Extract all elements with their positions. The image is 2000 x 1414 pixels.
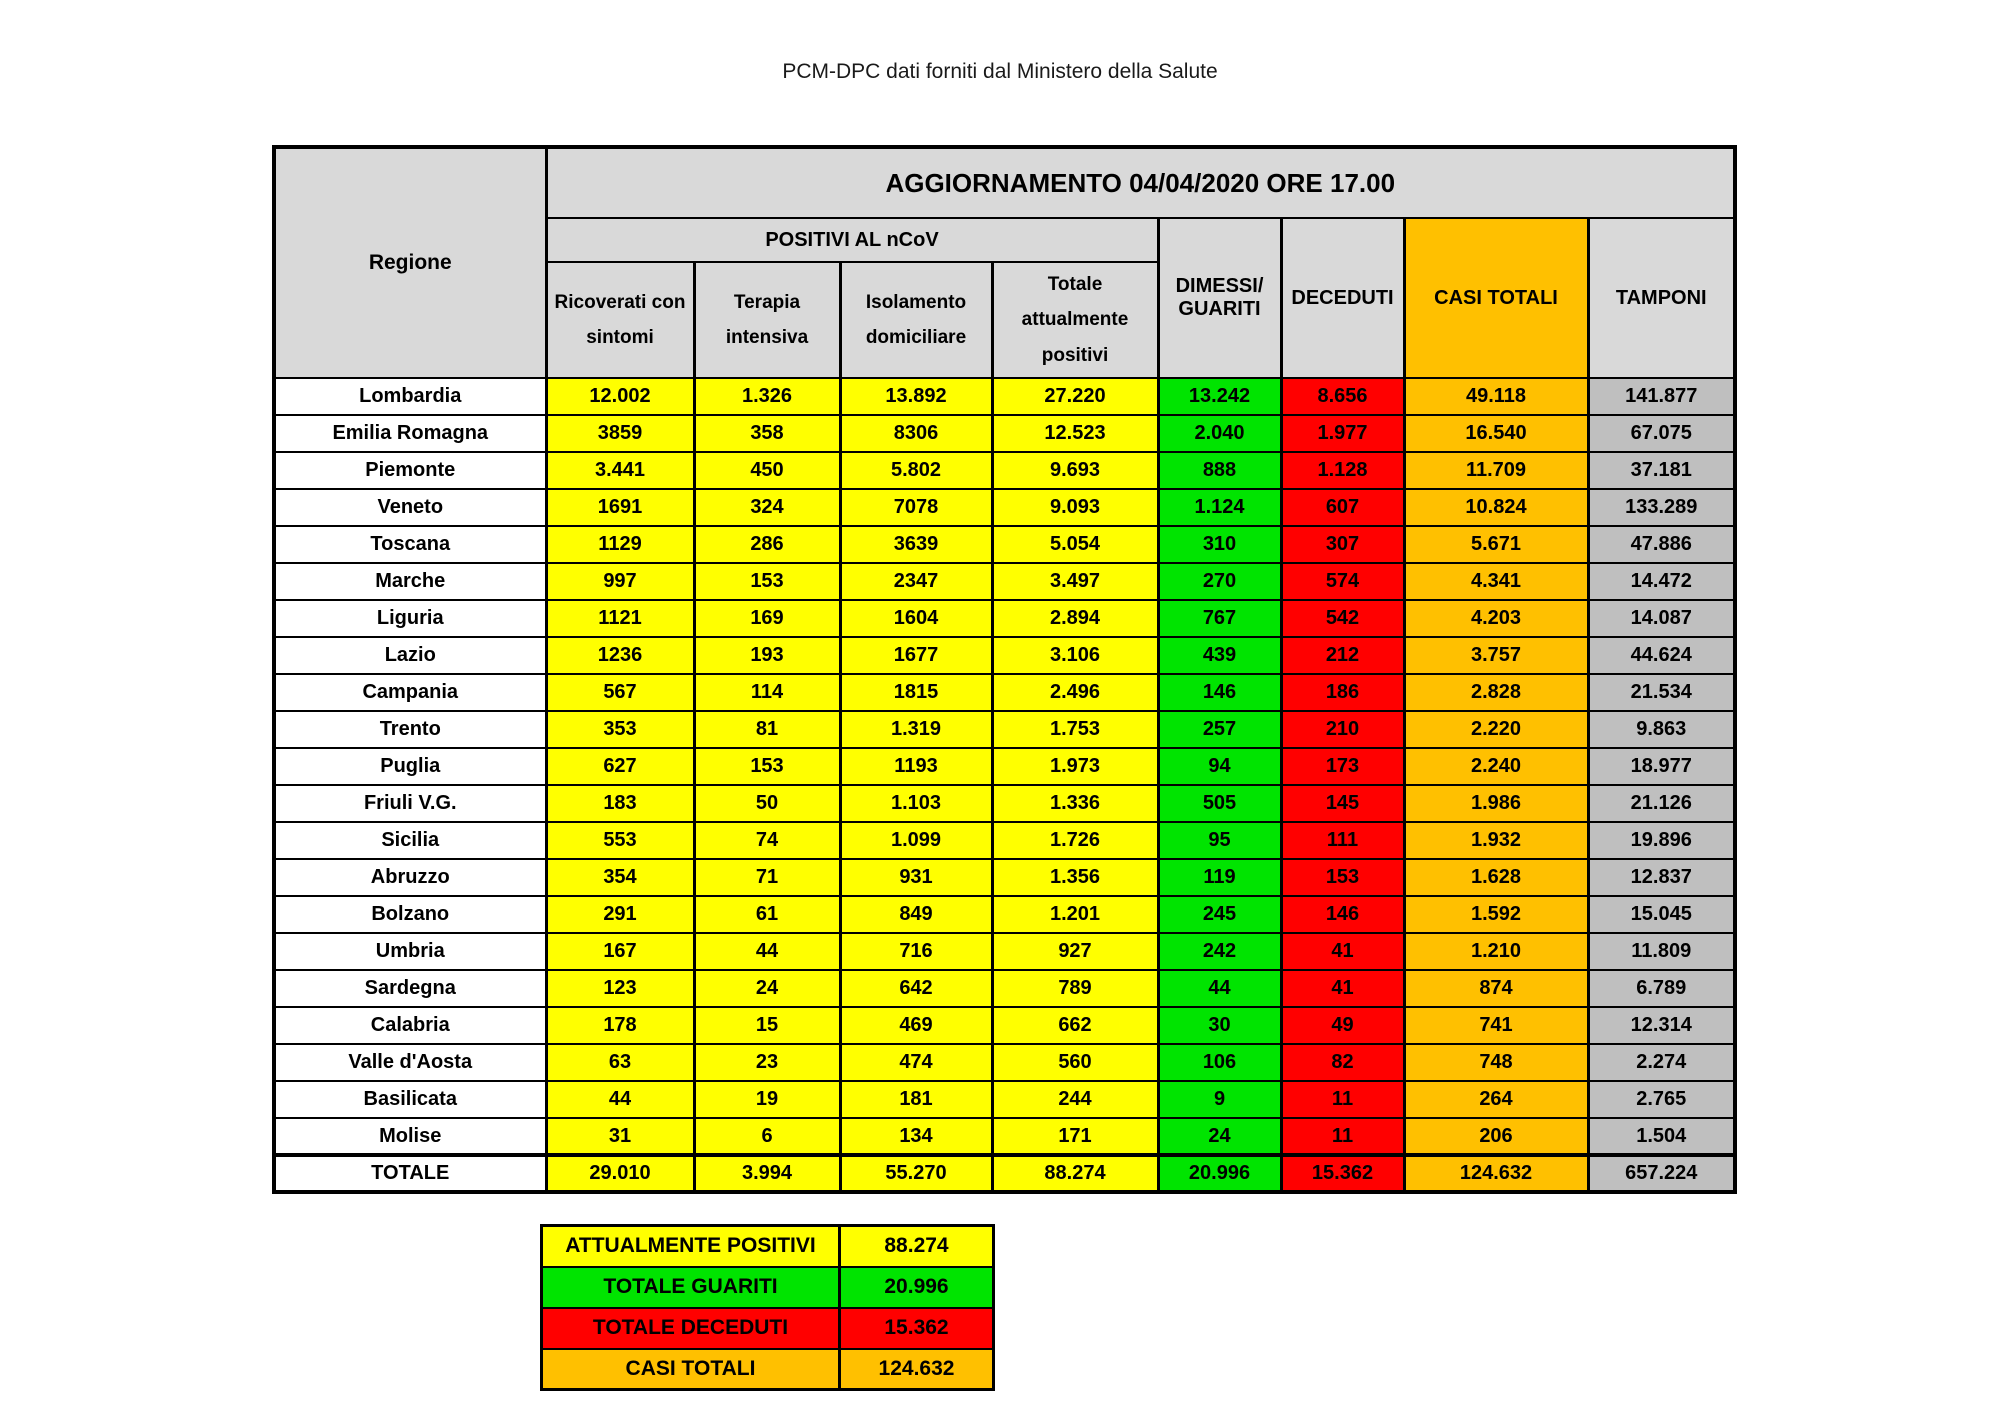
- data-cell: 662: [992, 1007, 1158, 1044]
- data-cell: 5.054: [992, 526, 1158, 563]
- data-cell: 1.099: [840, 822, 992, 859]
- data-cell: 1.201: [992, 896, 1158, 933]
- data-cell: 245: [1158, 896, 1281, 933]
- data-cell: 1.124: [1158, 489, 1281, 526]
- table-row: [274, 822, 1735, 859]
- data-cell: 450: [694, 452, 840, 489]
- data-cell: 642: [840, 970, 992, 1007]
- data-cell: 4.341: [1404, 563, 1588, 600]
- data-cell: 354: [546, 859, 694, 896]
- data-cell: 63: [546, 1044, 694, 1081]
- data-cell: 171: [992, 1118, 1158, 1155]
- data-cell: 44: [546, 1081, 694, 1118]
- summary-label: ATTUALMENTE POSITIVI: [542, 1226, 840, 1267]
- data-cell: 1.977: [1281, 415, 1404, 452]
- data-cell: 44: [694, 933, 840, 970]
- data-cell: 186: [1281, 674, 1404, 711]
- data-cell: 9.093: [992, 489, 1158, 526]
- data-cell: 11.709: [1404, 452, 1588, 489]
- data-cell: 10.824: [1404, 489, 1588, 526]
- data-cell: 153: [694, 748, 840, 785]
- data-cell: 23: [694, 1044, 840, 1081]
- data-cell: 15.045: [1588, 896, 1735, 933]
- data-cell: 173: [1281, 748, 1404, 785]
- data-cell: 193: [694, 637, 840, 674]
- data-cell: 358: [694, 415, 840, 452]
- data-cell: 119: [1158, 859, 1281, 896]
- data-cell: 24: [1158, 1118, 1281, 1155]
- main-table: [272, 145, 1737, 1194]
- region-name: Lombardia: [274, 378, 546, 415]
- data-cell: 1.753: [992, 711, 1158, 748]
- data-cell: 141.877: [1588, 378, 1735, 415]
- data-cell: 27.220: [992, 378, 1158, 415]
- data-cell: 81: [694, 711, 840, 748]
- table-row: [274, 970, 1735, 1007]
- data-cell: 4.203: [1404, 600, 1588, 637]
- table-row: [274, 378, 1735, 415]
- data-cell: 1236: [546, 637, 694, 674]
- data-cell: 567: [546, 674, 694, 711]
- col-header-ricoverati: Ricoverati con sintomi: [546, 262, 694, 378]
- data-cell: 14.087: [1588, 600, 1735, 637]
- data-cell: 183: [546, 785, 694, 822]
- data-cell: 3.994: [694, 1155, 840, 1192]
- data-cell: 30: [1158, 1007, 1281, 1044]
- data-cell: 19: [694, 1081, 840, 1118]
- data-cell: 11: [1281, 1081, 1404, 1118]
- data-cell: 15.362: [1281, 1155, 1404, 1192]
- data-cell: 169: [694, 600, 840, 637]
- data-cell: 13.242: [1158, 378, 1281, 415]
- data-cell: 15: [694, 1007, 840, 1044]
- table-row: [274, 859, 1735, 896]
- data-cell: 145: [1281, 785, 1404, 822]
- data-cell: 560: [992, 1044, 1158, 1081]
- data-cell: 927: [992, 933, 1158, 970]
- data-cell: 7078: [840, 489, 992, 526]
- col-header-isolamento: Isolamento domiciliare: [840, 262, 992, 378]
- data-cell: 1129: [546, 526, 694, 563]
- data-cell: 2.496: [992, 674, 1158, 711]
- data-cell: 212: [1281, 637, 1404, 674]
- data-cell: 1815: [840, 674, 992, 711]
- data-cell: 29.010: [546, 1155, 694, 1192]
- table-body: [274, 378, 1735, 1192]
- data-cell: 257: [1158, 711, 1281, 748]
- data-cell: 44.624: [1588, 637, 1735, 674]
- data-cell: 21.126: [1588, 785, 1735, 822]
- region-name: Veneto: [274, 489, 546, 526]
- data-cell: 8.656: [1281, 378, 1404, 415]
- data-cell: 542: [1281, 600, 1404, 637]
- data-cell: 24: [694, 970, 840, 1007]
- data-cell: 2.240: [1404, 748, 1588, 785]
- data-cell: 291: [546, 896, 694, 933]
- data-cell: 324: [694, 489, 840, 526]
- data-cell: 353: [546, 711, 694, 748]
- data-cell: 439: [1158, 637, 1281, 674]
- data-cell: 2.220: [1404, 711, 1588, 748]
- col-header-casi-totali: CASI TOTALI: [1404, 218, 1588, 378]
- data-cell: 888: [1158, 452, 1281, 489]
- summary-label: CASI TOTALI: [542, 1349, 840, 1390]
- data-cell: 12.002: [546, 378, 694, 415]
- data-cell: 67.075: [1588, 415, 1735, 452]
- data-cell: 21.534: [1588, 674, 1735, 711]
- region-name: Piemonte: [274, 452, 546, 489]
- data-cell: 1.356: [992, 859, 1158, 896]
- col-header-totale-positivi: Totale attualmente positivi: [992, 262, 1158, 378]
- summary-row: [542, 1349, 994, 1390]
- data-cell: 310: [1158, 526, 1281, 563]
- data-cell: 716: [840, 933, 992, 970]
- region-name: Trento: [274, 711, 546, 748]
- data-cell: 114: [694, 674, 840, 711]
- region-name: Sardegna: [274, 970, 546, 1007]
- data-cell: 849: [840, 896, 992, 933]
- data-cell: 1.128: [1281, 452, 1404, 489]
- summary-row: [542, 1267, 994, 1308]
- data-cell: 5.671: [1404, 526, 1588, 563]
- data-cell: 41: [1281, 933, 1404, 970]
- data-cell: 1.973: [992, 748, 1158, 785]
- data-cell: 3.757: [1404, 637, 1588, 674]
- summary-table: [540, 1224, 995, 1391]
- data-cell: 146: [1158, 674, 1281, 711]
- data-cell: 206: [1404, 1118, 1588, 1155]
- data-cell: 1.336: [992, 785, 1158, 822]
- data-cell: 1604: [840, 600, 992, 637]
- data-cell: 50: [694, 785, 840, 822]
- data-cell: 123: [546, 970, 694, 1007]
- data-cell: 134: [840, 1118, 992, 1155]
- table-row: [274, 600, 1735, 637]
- data-cell: 16.540: [1404, 415, 1588, 452]
- region-name: Sicilia: [274, 822, 546, 859]
- positivi-group-header: POSITIVI AL nCoV: [546, 218, 1158, 262]
- data-cell: 1193: [840, 748, 992, 785]
- data-cell: 2347: [840, 563, 992, 600]
- data-cell: 1.210: [1404, 933, 1588, 970]
- data-cell: 82: [1281, 1044, 1404, 1081]
- region-name: Toscana: [274, 526, 546, 563]
- data-cell: 11.809: [1588, 933, 1735, 970]
- region-name: Liguria: [274, 600, 546, 637]
- data-cell: 1.986: [1404, 785, 1588, 822]
- data-cell: 1.592: [1404, 896, 1588, 933]
- table-row: [274, 896, 1735, 933]
- table-row: [274, 526, 1735, 563]
- update-header: AGGIORNAMENTO 04/04/2020 ORE 17.00: [546, 147, 1735, 218]
- data-cell: 106: [1158, 1044, 1281, 1081]
- data-cell: 3.441: [546, 452, 694, 489]
- table-row: [274, 563, 1735, 600]
- totale-row: [274, 1155, 1735, 1192]
- region-name: Lazio: [274, 637, 546, 674]
- data-cell: 19.896: [1588, 822, 1735, 859]
- col-header-deceduti: DECEDUTI: [1281, 218, 1404, 378]
- data-cell: 741: [1404, 1007, 1588, 1044]
- data-cell: 14.472: [1588, 563, 1735, 600]
- data-cell: 627: [546, 748, 694, 785]
- data-cell: 18.977: [1588, 748, 1735, 785]
- data-cell: 8306: [840, 415, 992, 452]
- data-cell: 61: [694, 896, 840, 933]
- data-cell: 12.314: [1588, 1007, 1735, 1044]
- data-cell: 2.765: [1588, 1081, 1735, 1118]
- region-name: Campania: [274, 674, 546, 711]
- region-name: Abruzzo: [274, 859, 546, 896]
- data-cell: 95: [1158, 822, 1281, 859]
- data-cell: 44: [1158, 970, 1281, 1007]
- data-cell: 748: [1404, 1044, 1588, 1081]
- data-cell: 997: [546, 563, 694, 600]
- data-cell: 55.270: [840, 1155, 992, 1192]
- data-cell: 41: [1281, 970, 1404, 1007]
- data-cell: 1.326: [694, 378, 840, 415]
- summary-table-body: [542, 1226, 994, 1390]
- data-cell: 505: [1158, 785, 1281, 822]
- data-cell: 264: [1404, 1081, 1588, 1118]
- data-cell: 74: [694, 822, 840, 859]
- summary-row: [542, 1226, 994, 1267]
- data-cell: 9.693: [992, 452, 1158, 489]
- data-cell: 2.894: [992, 600, 1158, 637]
- totale-label: TOTALE: [274, 1155, 546, 1192]
- table-row: [274, 489, 1735, 526]
- data-cell: 242: [1158, 933, 1281, 970]
- data-cell: 874: [1404, 970, 1588, 1007]
- summary-value: 88.274: [840, 1226, 994, 1267]
- summary-label: TOTALE DECEDUTI: [542, 1308, 840, 1349]
- table-row: [274, 674, 1735, 711]
- data-cell: 931: [840, 859, 992, 896]
- data-cell: 47.886: [1588, 526, 1735, 563]
- data-cell: 2.828: [1404, 674, 1588, 711]
- data-cell: 789: [992, 970, 1158, 1007]
- table-row: [274, 1007, 1735, 1044]
- summary-label: TOTALE GUARITI: [542, 1267, 840, 1308]
- table-row: [274, 1044, 1735, 1081]
- data-cell: 270: [1158, 563, 1281, 600]
- data-cell: 178: [546, 1007, 694, 1044]
- table-row: [274, 933, 1735, 970]
- data-cell: 1.932: [1404, 822, 1588, 859]
- data-cell: 574: [1281, 563, 1404, 600]
- data-cell: 474: [840, 1044, 992, 1081]
- data-cell: 767: [1158, 600, 1281, 637]
- data-cell: 12.837: [1588, 859, 1735, 896]
- data-cell: 111: [1281, 822, 1404, 859]
- data-cell: 3.106: [992, 637, 1158, 674]
- data-cell: 20.996: [1158, 1155, 1281, 1192]
- data-cell: 607: [1281, 489, 1404, 526]
- table-row: [274, 748, 1735, 785]
- data-cell: 3.497: [992, 563, 1158, 600]
- data-cell: 1.726: [992, 822, 1158, 859]
- data-cell: 133.289: [1588, 489, 1735, 526]
- data-cell: 553: [546, 822, 694, 859]
- table-row: [274, 711, 1735, 748]
- table-row: [274, 1081, 1735, 1118]
- data-cell: 153: [1281, 859, 1404, 896]
- data-cell: 1691: [546, 489, 694, 526]
- data-cell: 12.523: [992, 415, 1158, 452]
- data-cell: 6: [694, 1118, 840, 1155]
- table-row: [274, 637, 1735, 674]
- data-cell: 657.224: [1588, 1155, 1735, 1192]
- summary-value: 15.362: [840, 1308, 994, 1349]
- region-name: Molise: [274, 1118, 546, 1155]
- data-cell: 244: [992, 1081, 1158, 1118]
- region-name: Emilia Romagna: [274, 415, 546, 452]
- data-cell: 13.892: [840, 378, 992, 415]
- data-cell: 71: [694, 859, 840, 896]
- col-header-dimessi-guariti: DIMESSI/ GUARITI: [1158, 218, 1281, 378]
- data-cell: 37.181: [1588, 452, 1735, 489]
- data-cell: 1.628: [1404, 859, 1588, 896]
- data-cell: 167: [546, 933, 694, 970]
- table-row: [274, 452, 1735, 489]
- data-cell: 2.040: [1158, 415, 1281, 452]
- data-cell: 31: [546, 1118, 694, 1155]
- data-cell: 469: [840, 1007, 992, 1044]
- region-name: Valle d'Aosta: [274, 1044, 546, 1081]
- summary-value: 20.996: [840, 1267, 994, 1308]
- data-cell: 3859: [546, 415, 694, 452]
- data-cell: 1.319: [840, 711, 992, 748]
- data-cell: 210: [1281, 711, 1404, 748]
- data-cell: 9.863: [1588, 711, 1735, 748]
- region-name: Umbria: [274, 933, 546, 970]
- region-name: Bolzano: [274, 896, 546, 933]
- data-cell: 49: [1281, 1007, 1404, 1044]
- data-cell: 11: [1281, 1118, 1404, 1155]
- data-cell: 286: [694, 526, 840, 563]
- region-name: Basilicata: [274, 1081, 546, 1118]
- region-name: Friuli V.G.: [274, 785, 546, 822]
- table-row: [274, 785, 1735, 822]
- data-cell: 5.802: [840, 452, 992, 489]
- region-name: Calabria: [274, 1007, 546, 1044]
- data-cell: 49.118: [1404, 378, 1588, 415]
- col-header-terapia: Terapia intensiva: [694, 262, 840, 378]
- data-cell: 153: [694, 563, 840, 600]
- data-cell: 6.789: [1588, 970, 1735, 1007]
- region-header: Regione: [274, 147, 546, 378]
- table-row: [274, 1118, 1735, 1155]
- region-name: Puglia: [274, 748, 546, 785]
- summary-row: [542, 1308, 994, 1349]
- data-cell: 3639: [840, 526, 992, 563]
- table-row: [274, 415, 1735, 452]
- data-cell: 1.504: [1588, 1118, 1735, 1155]
- summary-value: 124.632: [840, 1349, 994, 1390]
- page-title: PCM-DPC dati forniti dal Ministero della Salute: [782, 60, 1218, 83]
- data-cell: 9: [1158, 1081, 1281, 1118]
- data-cell: 1677: [840, 637, 992, 674]
- data-cell: 307: [1281, 526, 1404, 563]
- data-cell: 124.632: [1404, 1155, 1588, 1192]
- data-cell: 1.103: [840, 785, 992, 822]
- data-cell: 1121: [546, 600, 694, 637]
- data-cell: 88.274: [992, 1155, 1158, 1192]
- data-cell: 2.274: [1588, 1044, 1735, 1081]
- data-cell: 94: [1158, 748, 1281, 785]
- data-cell: 181: [840, 1081, 992, 1118]
- region-name: Marche: [274, 563, 546, 600]
- col-header-tamponi: TAMPONI: [1588, 218, 1735, 378]
- data-cell: 146: [1281, 896, 1404, 933]
